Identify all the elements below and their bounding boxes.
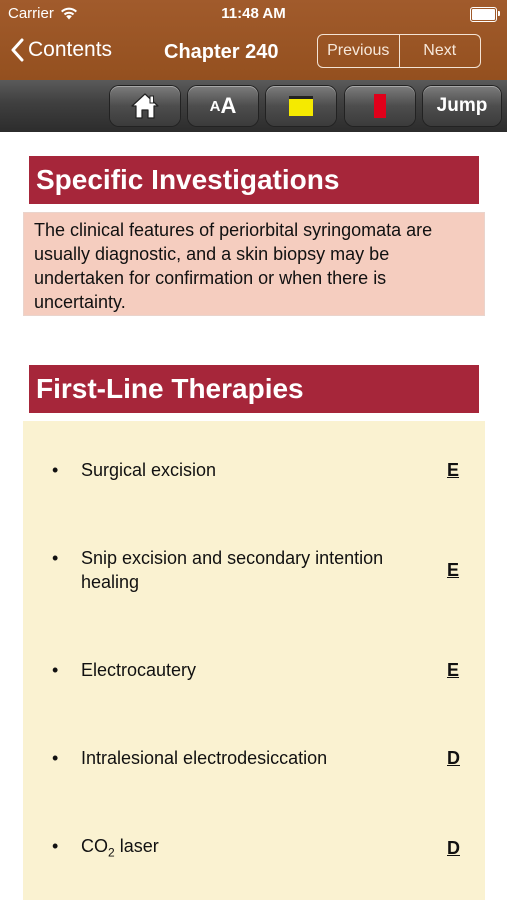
next-button[interactable]: Next (399, 35, 481, 67)
therapy-text: Snip excision and secondary intention healing (81, 548, 384, 592)
bullet: • (52, 836, 59, 856)
chapter-content (0, 132, 507, 900)
carrier-label: Carrier (8, 5, 54, 22)
previous-button[interactable]: Previous (327, 42, 390, 59)
therapy-text: Intralesional electrodesiccation (81, 748, 328, 768)
red-bookmark-icon (374, 94, 386, 118)
bullet: • (52, 660, 59, 680)
home-button[interactable] (110, 86, 180, 126)
yellow-note-icon (289, 96, 313, 116)
evidence-grade-link[interactable]: D (447, 748, 460, 768)
page-title: Chapter 240 (164, 41, 279, 63)
status-bar (0, 0, 507, 28)
bullet: • (52, 460, 59, 480)
navigation-bar (0, 28, 507, 80)
evidence-grade-link[interactable]: E (447, 560, 460, 580)
font-size-button[interactable] (188, 86, 258, 126)
toolbar (0, 80, 507, 132)
bookmark-button[interactable] (345, 86, 415, 126)
font-size-small-label: A (209, 97, 221, 115)
evidence-grade-link[interactable]: E (447, 660, 460, 680)
back-button-label: Contents (28, 38, 113, 61)
section-heading-first-line-therapies: First-Line Therapies (29, 365, 479, 413)
section-heading-specific-investigations: Specific Investigations (29, 156, 479, 204)
evidence-grade-link[interactable]: E (447, 460, 460, 480)
bullet: • (52, 548, 59, 568)
back-button[interactable] (10, 38, 112, 62)
therapy-text-subscript: 2 (108, 845, 115, 860)
bullet: • (52, 748, 59, 768)
top-bar (0, 0, 507, 80)
first-line-therapies-list (23, 421, 485, 900)
evidence-grade-link[interactable]: D (447, 838, 460, 858)
therapy-text: Electrocautery (81, 660, 197, 680)
status-time: 11:48 AM (221, 5, 286, 22)
specific-investigations-body: The clinical features of periorbital syringomata are usually diagnostic, and a skin biopsy may be undertaken for confirmation or when there is uncertainty. (23, 212, 485, 316)
battery-icon (470, 7, 497, 22)
note-button[interactable] (266, 86, 336, 126)
therapy-text: Surgical excision (81, 460, 217, 480)
therapy-text-suffix: laser (114, 836, 159, 856)
home-icon (130, 92, 160, 120)
therapy-text-prefix: CO (81, 836, 108, 856)
chevron-left-icon (10, 38, 24, 62)
chapter-navigation-control (317, 34, 481, 68)
font-size-large-label: A (220, 93, 237, 118)
jump-button[interactable]: Jump (423, 86, 501, 126)
therapy-text (81, 834, 421, 858)
